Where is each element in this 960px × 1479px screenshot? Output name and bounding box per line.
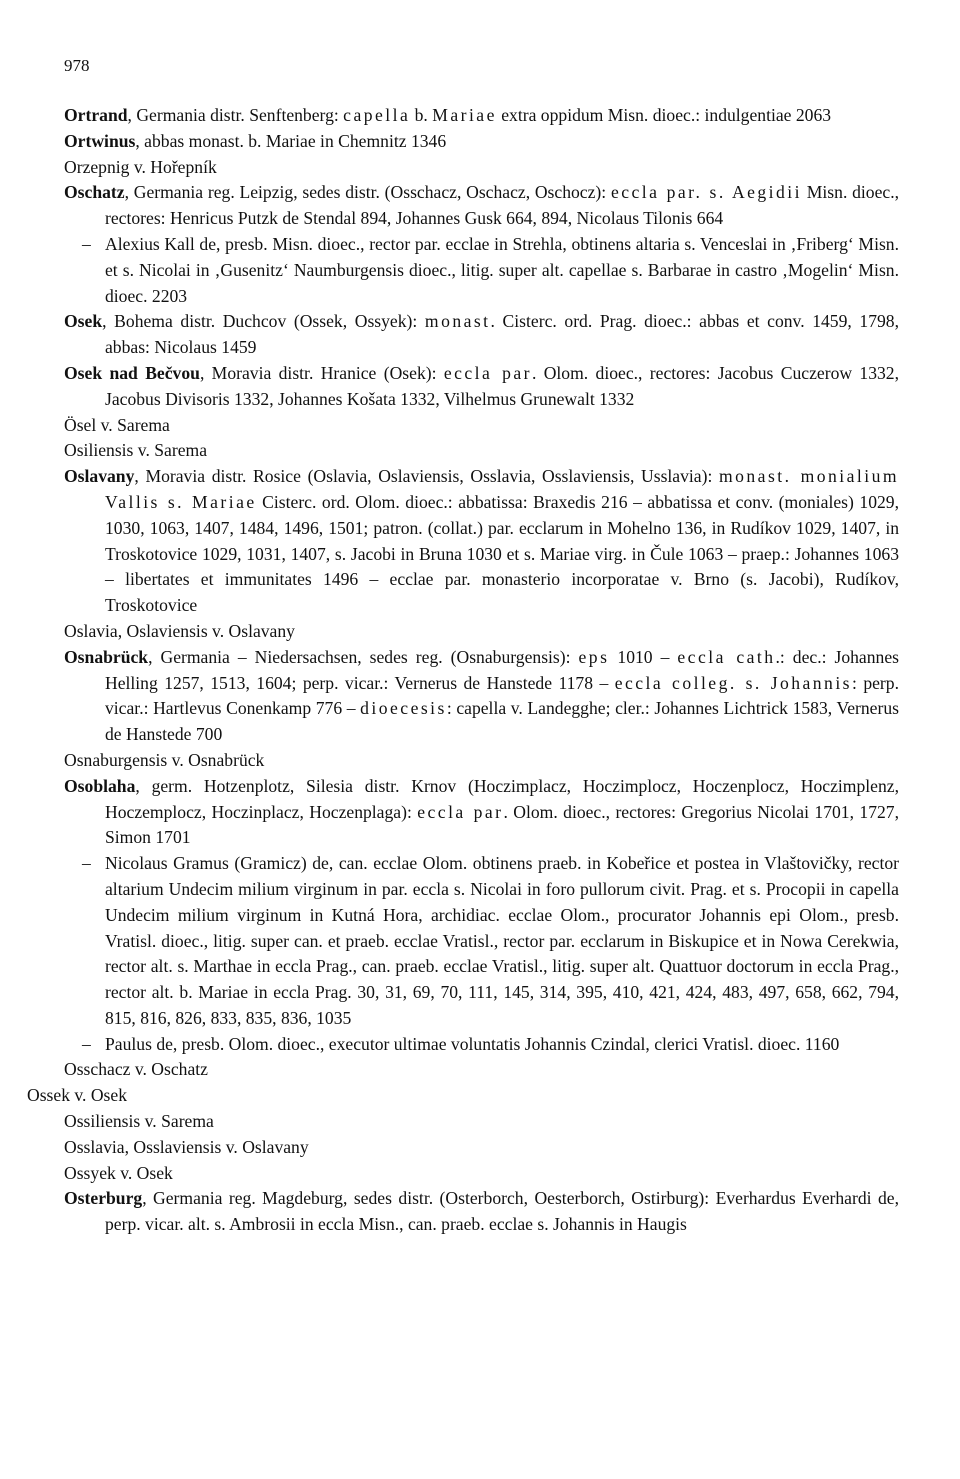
index-entry [64,645,899,748]
index-entry [64,180,899,232]
entry-text: .: dec.: Johannes Helling 1257, 1513, 1604; perp. vicar.: Vernerus de Hanstede 1178 – [105,646,899,693]
entry-lemma: Oschatz [64,182,125,203]
index-entry [64,129,899,155]
spaced-term: eccla par [417,801,504,822]
spaced-term: eccla colleg. s. Johannis [614,672,852,693]
entry-lemma: Ortwinus [64,130,136,151]
entry-text: . Cisterc. ord. Prag. dioec.: abbas et conv. 1459, 1798, abbas: Nicolaus 1459 [105,311,899,358]
entry-text: , Germania distr. Senftenberg: [127,105,344,125]
entry-text: b. [410,105,433,125]
index-entry [64,438,899,464]
entry-text: , Germania reg. Magdeburg, sedes distr. (Osterborch, Oesterborch, Ostirburg): Everhardus Everhardi de, perp. vicar. alt. s. Ambrosii in eccla Misn., can. praeb. ecclae s. Johannis in Haugis [105,1188,899,1235]
sub-entry [82,232,899,309]
spaced-term: eccla par. s. Aegidii [610,182,803,203]
entry-text: Ösel v. Sarema [64,414,170,435]
entry-text: . Olom. dioec., rectores: Jacobus Cuczerow 1332, Jacobus Divisoris 1332, Johannes Košata 1332, Vilhelmus Grunewalt 1332 [105,362,900,409]
spaced-term: Mariae [432,105,497,125]
entry-text: , Moravia distr. Rosice (Oslavia, Oslaviensis, Osslavia, Osslaviensis, Usslavia): [134,466,719,487]
dictionary-entries [27,103,900,1238]
index-entry [64,1186,899,1238]
entry-text: Osslavia, Osslaviensis v. Oslavany [64,1136,309,1157]
entry-text: Oslavia, Oslaviensis v. Oslavany [64,620,295,641]
sub-entry-dash: – [82,853,91,874]
index-entry [64,774,899,851]
entry-lemma: Osek nad Bečvou [64,362,200,383]
entry-text: Nicolaus Gramus (Gramicz) de, can. ecclae Olom. obtinens praeb. in Kobeřice et postea in Vlaštovičky, rector altarium Undecim milium virginum in par. eccla s. Nicolai in foro pullorum civit. Prag. et s. Procopii in capella Undecim milium virginum in Kutná Hora, archidiac. ecclae Olom., procurator Johannis epi Olom., presb. Vratisl. dioec., litig. super can. et praeb. ecclae Vratisl., rector par. ecclarum in Biskupice et in Nowa Cerekwia, rector alt. s. Marthae in eccla Prag., can. praeb. ecclae Vratisl., litig. super alt. Quattuor doctorum in eccla Prag., rector alt. b. Mariae in eccla Prag. 30, 31, 69, 70, 111, 145, 314, 395, 410, 421, 424, 483, 497, 658, 662, 794, 815, 816, 826, 833, 835, 836, 1035 [105,853,899,1028]
sub-entry-dash: – [82,1033,91,1054]
entry-text: . Olom. dioec., rectores: Gregorius Nicolai 1701, 1727, Simon 1701 [105,801,899,848]
entry-text: Ossyek v. Osek [64,1162,173,1183]
entry-text: Cisterc. ord. Olom. dioec.: abbatissa: Braxedis 216 – abbatissa et conv. (moniales) 1029, 1030, 1063, 1407, 1484, 1496, 1501; patron. (collat.) par. ecclarum in Mohelno 136, in Rudíkov 1029, 1407, in Troskotovice 1029, 1031, 1407, s. Jacobi in Bruna 1030 et s. Mariae virg. in Čule 1063 – praep.: Johannes 1063 – libertates et immunitates 1496 – ecclae par. monasterio incorporatae v. Brno (s. Jacobi), Rudíkov, Troskotovice [105,491,900,616]
spaced-term: monast [424,311,491,332]
index-entry [64,1161,899,1187]
index-entry [64,413,899,439]
entry-text: Ossek v. Osek [27,1085,128,1106]
entry-lemma: Osek [64,311,103,332]
entry-text: , Germania reg. Leipzig, sedes distr. (Osschacz, Oschacz, Oschocz): [124,182,611,203]
entry-text: , abbas monast. b. Mariae in Chemnitz 1346 [135,130,447,151]
index-entry [64,155,899,181]
spaced-term: eccla cath [677,646,776,667]
index-entry [64,464,899,619]
index-entry [64,748,899,774]
entry-text: , Germania – Niedersachsen, sedes reg. (Osnaburgensis): [148,646,579,667]
page-number: 978 [64,56,90,75]
entry-text: extra oppidum Misn. dioec.: indulgentiae 2063 [496,105,832,125]
index-entry [64,1057,899,1083]
entry-text: Paulus de, presb. Olom. dioec., executor ultimae voluntatis Johannis Czindal, clerici Vratisl. dioec. 1160 [105,1033,840,1054]
entry-lemma: Ortrand [64,105,128,125]
entry-text: , Bohema distr. Duchcov (Ossek, Ossyek): [102,311,425,332]
entry-text: Osnaburgensis v. Osnabrück [64,749,265,770]
spaced-term: eccla par [443,362,532,383]
index-entry [64,103,899,129]
index-entry [64,309,899,361]
entry-text: Alexius Kall de, presb. Misn. dioec., rector par. ecclae in Strehla, obtinens altaria s. Venceslai in ‚Friberg‘ Misn. et s. Nicolai in ‚Gusenitz‘ Naumburgensis dioec., litig. super alt. capellae s. Barbarae in castro ‚Mogelin‘ Misn. dioec. 2203 [105,233,899,306]
spaced-term: eps [578,646,610,667]
spaced-term: monast. monialium Vallis s. Mariae [105,466,899,512]
spaced-term: capella [343,105,411,125]
entry-text: 1010 – [609,646,678,667]
entry-text: , germ. Hotzenplotz, Silesia distr. Krnov (Hoczimplacz, Hoczimplocz, Hoczenplocz, Hoczimplenz, Hoczemplocz, Hoczinplacz, Hoczenplaga): [105,775,899,822]
entry-lemma: Oslavany [64,466,135,487]
entry-text: Ossiliensis v. Sarema [64,1111,214,1132]
entry-lemma: Osterburg [64,1188,143,1209]
index-entry [64,361,899,413]
index-entry [64,619,899,645]
index-entry [64,1109,899,1135]
sub-entry [82,851,899,1032]
entry-text: : perp. vicar.: Hartlevus Conenkamp 776 – [105,672,899,719]
spaced-term: dioecesis [360,698,447,719]
index-entry [64,1135,899,1161]
sub-entry-dash: – [82,233,91,254]
index-entry [27,1083,899,1109]
entry-text: Osschacz v. Oschatz [64,1059,208,1080]
entry-lemma: Osoblaha [64,775,136,796]
entry-text: Misn. dioec., rectores: Henricus Putzk de Stendal 894, Johannes Gusk 664, 894, Nicolaus Tilonis 664 [105,182,899,229]
entry-text: Orzepnig v. Hořepník [64,156,217,177]
sub-entry [82,1032,899,1058]
entry-text: : capella v. Landegghe; cler.: Johannes Lichtrick 1583, Vernerus de Hanstede 700 [105,698,899,745]
entry-lemma: Osnabrück [64,646,149,667]
entry-text: , Moravia distr. Hranice (Osek): [199,362,444,383]
entry-text: Osiliensis v. Sarema [64,440,208,461]
